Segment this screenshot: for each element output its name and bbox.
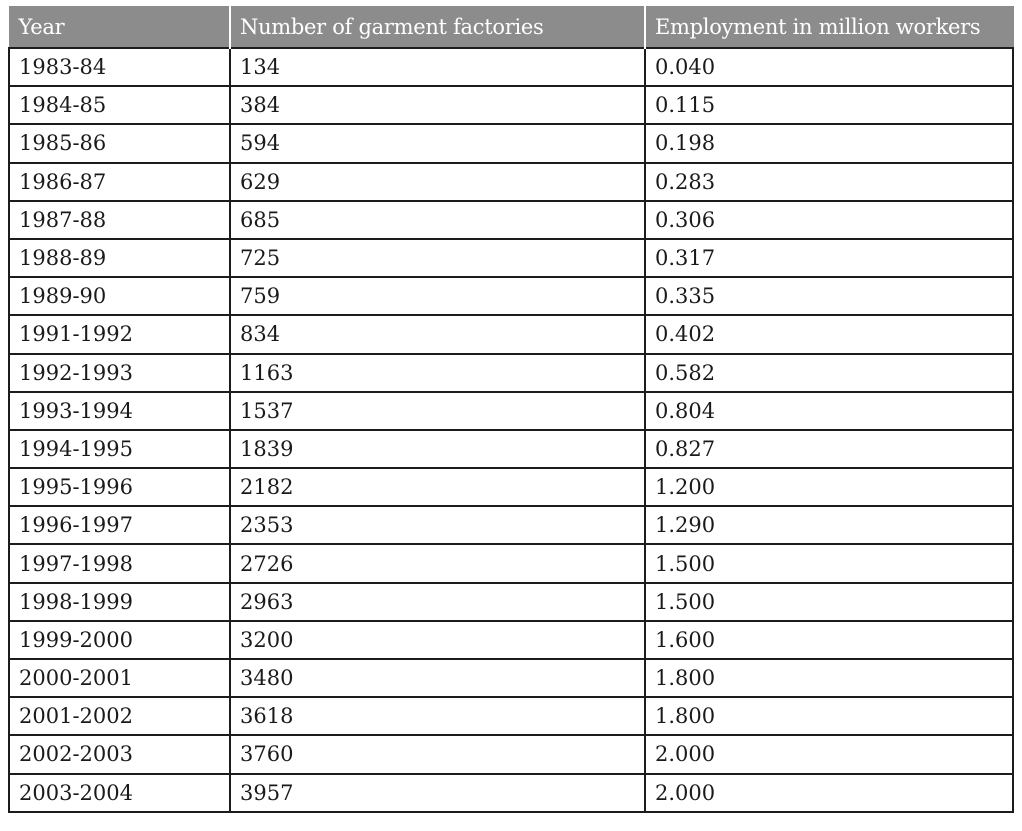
table-row <box>9 48 1013 86</box>
table-header <box>9 7 1013 49</box>
cell-employment: 1.500 <box>645 544 1013 582</box>
header-row <box>9 7 1013 49</box>
table-row <box>9 735 1013 773</box>
cell-factories: 834 <box>230 315 645 353</box>
header-factories: Number of garment factories <box>230 7 645 49</box>
table-row <box>9 583 1013 621</box>
table-row <box>9 659 1013 697</box>
cell-year: 1996-1997 <box>9 506 230 544</box>
cell-employment: 0.335 <box>645 277 1013 315</box>
cell-year: 2000-2001 <box>9 659 230 697</box>
cell-employment: 1.800 <box>645 659 1013 697</box>
table-row <box>9 621 1013 659</box>
cell-employment: 0.582 <box>645 354 1013 392</box>
cell-year: 2002-2003 <box>9 735 230 773</box>
cell-employment: 2.000 <box>645 774 1013 812</box>
cell-factories: 3760 <box>230 735 645 773</box>
cell-year: 1984-85 <box>9 86 230 124</box>
table-row <box>9 430 1013 468</box>
cell-employment: 2.000 <box>645 735 1013 773</box>
cell-factories: 594 <box>230 124 645 162</box>
cell-factories: 685 <box>230 201 645 239</box>
cell-factories: 1537 <box>230 392 645 430</box>
cell-year: 1999-2000 <box>9 621 230 659</box>
cell-year: 1995-1996 <box>9 468 230 506</box>
cell-factories: 3480 <box>230 659 645 697</box>
cell-factories: 384 <box>230 86 645 124</box>
cell-factories: 3957 <box>230 774 645 812</box>
table-row <box>9 201 1013 239</box>
cell-factories: 629 <box>230 163 645 201</box>
cell-year: 1987-88 <box>9 201 230 239</box>
table-row <box>9 506 1013 544</box>
cell-year: 1994-1995 <box>9 430 230 468</box>
cell-employment: 0.115 <box>645 86 1013 124</box>
table-row <box>9 544 1013 582</box>
table-row <box>9 239 1013 277</box>
cell-employment: 0.040 <box>645 48 1013 86</box>
cell-year: 1997-1998 <box>9 544 230 582</box>
cell-year: 1983-84 <box>9 48 230 86</box>
table-row <box>9 163 1013 201</box>
table-row <box>9 315 1013 353</box>
table-row <box>9 468 1013 506</box>
table-row <box>9 86 1013 124</box>
cell-year: 1986-87 <box>9 163 230 201</box>
cell-year: 1989-90 <box>9 277 230 315</box>
cell-employment: 0.198 <box>645 124 1013 162</box>
cell-factories: 2182 <box>230 468 645 506</box>
table-row <box>9 354 1013 392</box>
cell-factories: 3200 <box>230 621 645 659</box>
cell-factories: 2963 <box>230 583 645 621</box>
table-row <box>9 774 1013 812</box>
cell-year: 1988-89 <box>9 239 230 277</box>
cell-employment: 1.200 <box>645 468 1013 506</box>
table-row <box>9 124 1013 162</box>
cell-employment: 1.500 <box>645 583 1013 621</box>
garment-factories-table-container <box>8 6 1012 813</box>
cell-factories: 759 <box>230 277 645 315</box>
cell-year: 2003-2004 <box>9 774 230 812</box>
cell-factories: 2353 <box>230 506 645 544</box>
cell-employment: 0.402 <box>645 315 1013 353</box>
cell-employment: 1.800 <box>645 697 1013 735</box>
cell-factories: 1163 <box>230 354 645 392</box>
cell-factories: 3618 <box>230 697 645 735</box>
cell-factories: 134 <box>230 48 645 86</box>
cell-employment: 0.827 <box>645 430 1013 468</box>
cell-year: 1991-1992 <box>9 315 230 353</box>
cell-employment: 0.306 <box>645 201 1013 239</box>
cell-employment: 1.290 <box>645 506 1013 544</box>
cell-employment: 0.804 <box>645 392 1013 430</box>
table-body <box>9 48 1013 812</box>
cell-factories: 1839 <box>230 430 645 468</box>
cell-factories: 725 <box>230 239 645 277</box>
cell-employment: 1.600 <box>645 621 1013 659</box>
cell-year: 1992-1993 <box>9 354 230 392</box>
cell-year: 1993-1994 <box>9 392 230 430</box>
table-row <box>9 277 1013 315</box>
header-year: Year <box>9 7 230 49</box>
garment-factories-table <box>8 6 1014 813</box>
cell-year: 1998-1999 <box>9 583 230 621</box>
cell-employment: 0.317 <box>645 239 1013 277</box>
header-employment: Employment in million workers <box>645 7 1013 49</box>
cell-year: 2001-2002 <box>9 697 230 735</box>
table-row <box>9 697 1013 735</box>
cell-employment: 0.283 <box>645 163 1013 201</box>
cell-year: 1985-86 <box>9 124 230 162</box>
table-row <box>9 392 1013 430</box>
cell-factories: 2726 <box>230 544 645 582</box>
